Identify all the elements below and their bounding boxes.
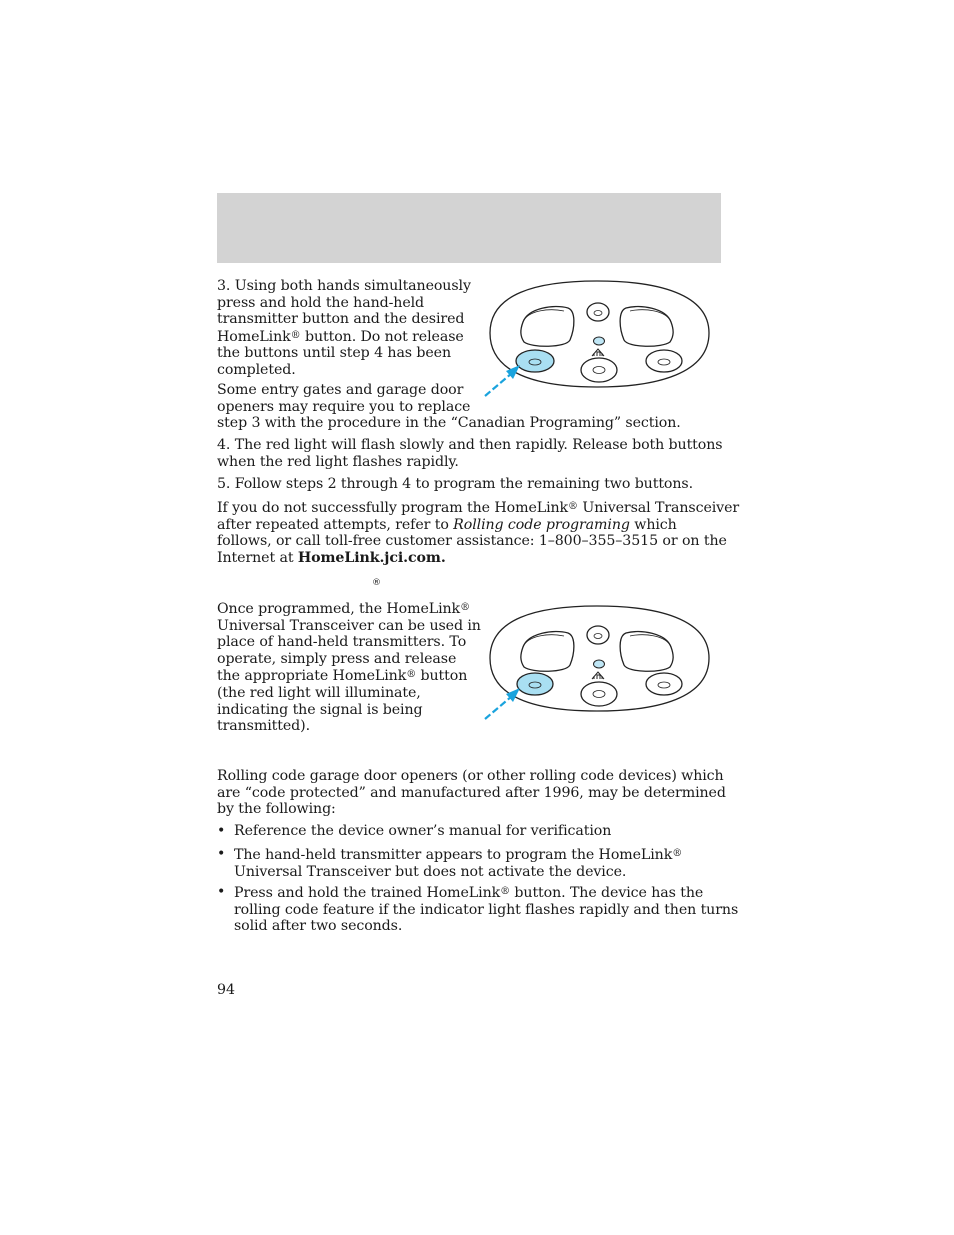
section-header-band — [217, 193, 721, 263]
homelink-website: HomeLink.jci.com. — [297, 549, 446, 566]
center-homelink-button — [581, 358, 617, 382]
rolling-code-paragraph: Rolling code garage door openers (or other rolling code devices) which are “code protected” and manufactured after 1996, may be determined by the following: — [217, 768, 726, 818]
right-homelink-button — [646, 673, 682, 695]
pointer-arrow-icon — [485, 688, 520, 719]
homelink-console-figure-operating — [480, 603, 715, 723]
page-number: 94 — [217, 982, 236, 998]
entry-gates-paragraph: Some entry gates and garage door openers may require you to replace step 3 with the procedure in the “Canadian Programing” section. — [217, 382, 681, 432]
bullet-item-2: The hand-held transmitter appears to program the HomeLink® Universal Transceiver but does not activate the device. — [234, 847, 683, 880]
right-homelink-button — [646, 350, 682, 372]
indicator-light — [594, 660, 605, 668]
bullet-item-1: Reference the device owner’s manual for verification — [234, 823, 612, 839]
top-center-button — [587, 626, 609, 644]
heading-registered-mark: ® — [372, 578, 381, 588]
step3-paragraph: 3. Using both hands simultaneously press and hold the hand-held transmitter button and the desired HomeLink® button. Do not release the buttons until step 4 has been completed. — [217, 278, 471, 378]
operating-paragraph: Once programmed, the HomeLink® Universal Transceiver can be used in place of hand-held transmitters. To operate, simply press and release the appropriate HomeLink® button (the red light will illuminate, indicating the signal is being transmitted). — [217, 601, 481, 735]
highlighted-homelink-button — [517, 673, 553, 695]
bullet-marker: • — [217, 884, 226, 900]
step5-paragraph: 5. Follow steps 2 through 4 to program the remaining two buttons. — [217, 476, 693, 492]
step4-paragraph: 4. The red light will flash slowly and then rapidly. Release both buttons when the red light flashes rapidly. — [217, 437, 723, 470]
pointer-arrow-icon — [485, 365, 520, 396]
bullet-item-3: Press and hold the trained HomeLink® button. The device has the rolling code feature if the indicator light flashes rapidly and then turns solid after two seconds. — [234, 885, 739, 935]
bullet-marker: • — [217, 846, 226, 862]
center-homelink-button — [581, 682, 617, 706]
homelink-console-figure-programming — [480, 278, 715, 398]
bullet-marker: • — [217, 823, 226, 839]
top-center-button — [587, 303, 609, 321]
unsuccessful-paragraph: If you do not successfully program the HomeLink® Universal Transceiver after repeated attempts, refer to Rolling code programing which follows, or call toll-free customer assistance: 1–800–355–3515 or on the Internet at HomeLink.jci.com. — [217, 500, 740, 566]
highlighted-homelink-button — [516, 350, 554, 372]
indicator-light — [594, 337, 605, 345]
